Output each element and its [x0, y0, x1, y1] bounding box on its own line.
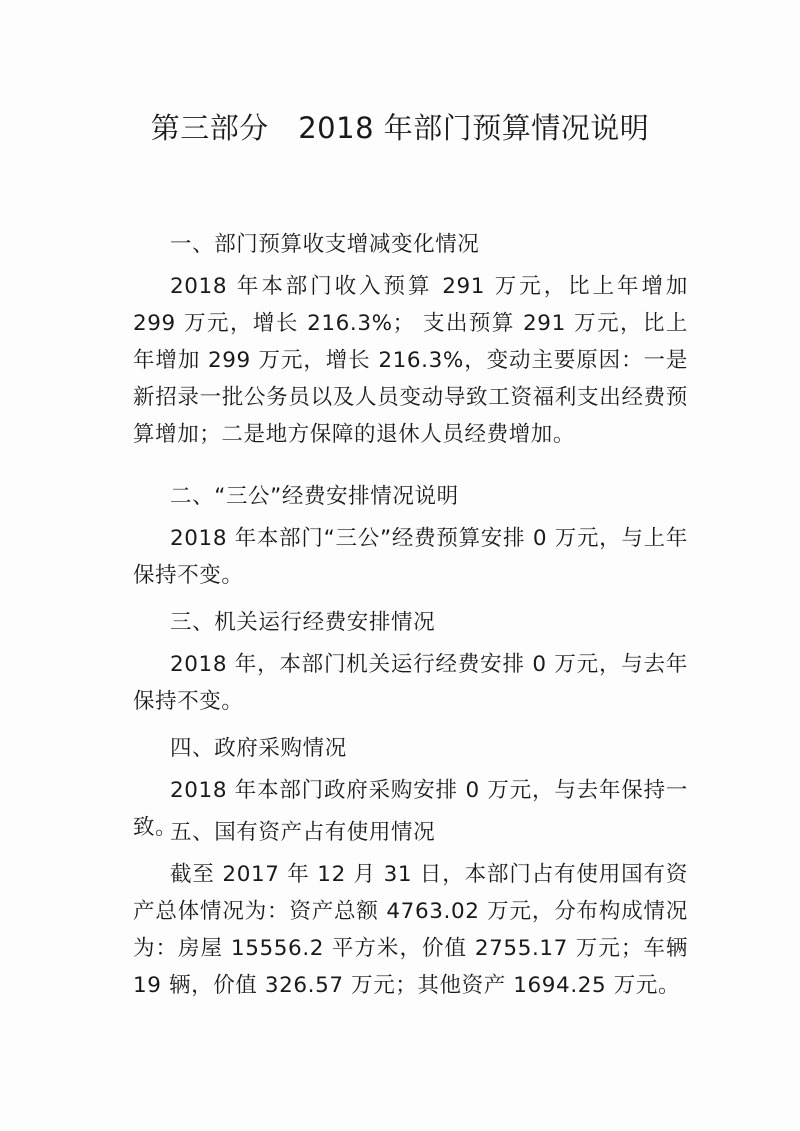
page-title: 第三部分 2018 年部门预算情况说明 — [150, 111, 650, 145]
section-1-body: 2018 年本部门收入预算 291 万元，比上年增加 299 万元，增长 216.3%； 支出预算 291 万元，比上年增加 299 万元，增长 216.3%，变动主要原因：一是新招录一批公务员以及人员变动导致工资福利支出经费预算增加；二是地方保障的退休人员经费增加。 — [133, 274, 688, 447]
section-4-heading: 四、政府采购情况 — [170, 736, 347, 761]
section-1-heading: 一、部门预算收支增减变化情况 — [170, 232, 480, 257]
section-2-body: 2018 年本部门“三公”经费预算安排 0 万元，与上年保持不变。 — [133, 526, 688, 588]
section-5-heading: 五、国有资产占有使用情况 — [170, 820, 436, 845]
section-3-heading: 三、机关运行经费安排情况 — [170, 610, 436, 635]
section-4-body: 2018 年本部门政府采购安排 0 万元，与去年保持一致。 — [133, 778, 688, 840]
section-5-body: 截至 2017 年 12 月 31 日，本部门占有使用国有资产总体情况为：资产总额 4763.02 万元，分布构成情况为：房屋 15556.2 平方米，价值 2755.17 万元；车辆 19 辆，价值 326.57 万元；其他资产 1694.25 万元。 — [133, 862, 688, 998]
section-3-body: 2018 年，本部门机关运行经费安排 0 万元，与去年保持不变。 — [133, 652, 688, 714]
section-2-heading: 二、“三公”经费安排情况说明 — [170, 484, 459, 509]
